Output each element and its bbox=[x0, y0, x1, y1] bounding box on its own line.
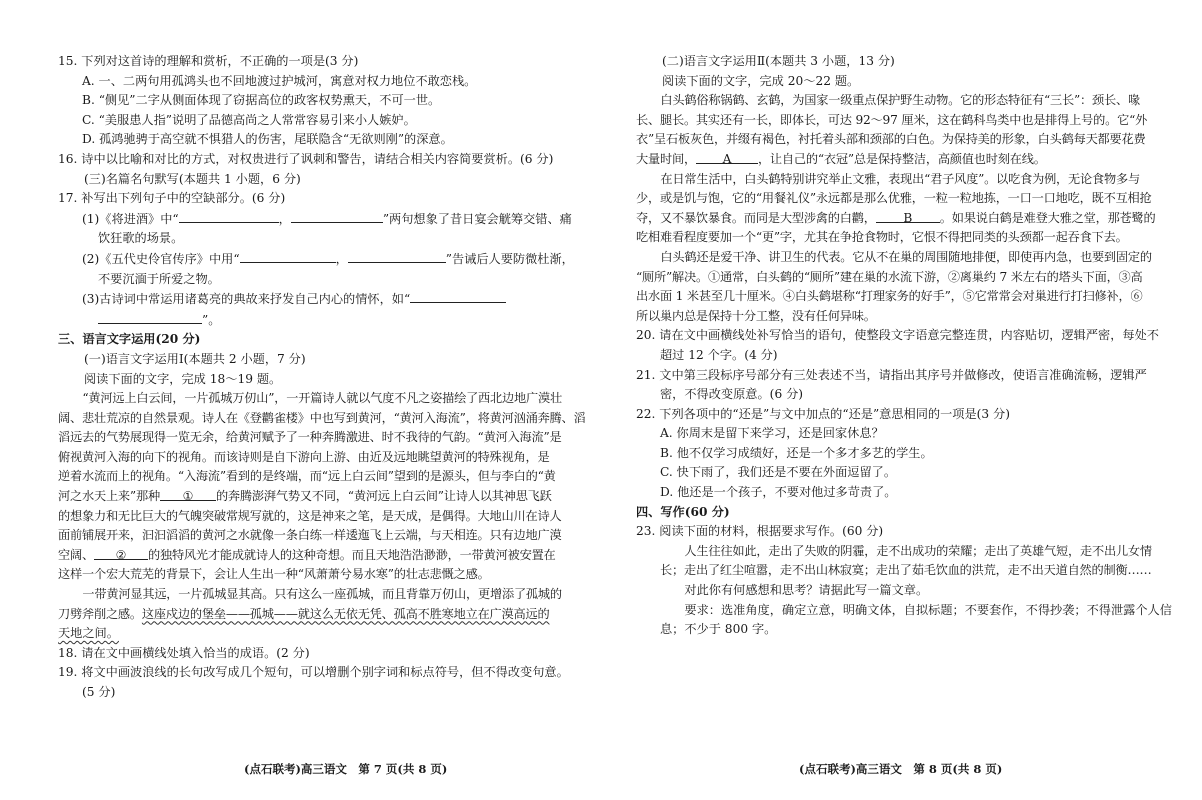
question-17-item-1-cont: 饮狂歌的场景。 bbox=[98, 231, 184, 246]
question-19-score: (5 分) bbox=[82, 685, 116, 699]
writing-requirements: 要求：选准角度，确定立意，明确文体，自拟标题；不要套作，不得抄袭；不得泄露个人信 bbox=[684, 602, 1172, 617]
passage-line-wavy: 刀劈斧削之感。这座戍边的堡垒——孤城——就这么无依无凭、孤高不胜寒地立在广漠高远的 bbox=[58, 606, 550, 621]
passage-line: “黄河远上白云间，一片孤城万仞山”，一开篇诗人就以气度不凡之姿描绘了西北边地广漠壮 bbox=[82, 391, 562, 406]
answer-blank bbox=[410, 289, 506, 303]
answer-blank bbox=[240, 249, 336, 263]
writing-requirements-cont: 息；不少于 800 字。 bbox=[660, 622, 777, 637]
question-16: 16. 诗中以比喻和对比的方式，对权贵进行了讽刺和警告，请结合相关内容简要赏析。(6 分) bbox=[58, 151, 554, 166]
passage-line: 吃相难看程度要加一个“更”字，尤其在争抢食物时，它恨不得把同类的头颈都一起吞食下去。 bbox=[636, 230, 1128, 245]
question-17-item-3-cont: ”。 bbox=[58, 310, 578, 331]
reading-instruction: 阅读下面的文字，完成 18～19 题。 bbox=[84, 371, 282, 386]
passage-line: 所以巢内总是保持十分工整，没有任何异味。 bbox=[636, 308, 876, 323]
left-page bbox=[58, 52, 586, 703]
passage-line-blank-b: 夺，又不暴饮暴食。而同是大型涉禽的白鹳， B 。如果说白鹤是难登大雅之堂，那苍鹭的 bbox=[636, 210, 1156, 225]
question-17-stem: 17. 补写出下列句子中的空缺部分。(6 分) bbox=[58, 191, 286, 206]
question-22-stem: 22. 下列各项中的“还是”与文中加点的“还是”意思相同的一项是(3 分) bbox=[636, 406, 1011, 421]
material-line: 人生往往如此，走出了失败的阴霾，走不出成功的荣耀；走出了英雄气短，走不出儿女情 bbox=[684, 543, 1152, 558]
passage-line: 白头鹤还是爱干净、讲卫生的代表。它从不在巢的周围随地排便，即使再内急，也要到固定的 bbox=[660, 249, 1152, 264]
passage-line-blank-2: 空阔、 ② 的独特风光才能成就诗人的这种奇想。而且天地浩浩渺渺，一带黄河被安置在 bbox=[58, 547, 556, 562]
question-20-cont: 超过 12 个字。(4 分) bbox=[660, 347, 778, 362]
question-19: 19. 将文中画波浪线的长句改写成几个短句，可以增删个别字词和标点符号，但不得改变句意。 bbox=[58, 665, 569, 680]
passage-line: 面前铺展开来，汩汩滔滔的黄河之水就像一条白练一样逶迤飞上云端，与天相连。只有边地广漠 bbox=[58, 528, 562, 543]
passage-line: 这样一个宏大荒芜的背景下，会让人生出一种“风萧萧兮易水寒”的壮志悲慨之感。 bbox=[58, 567, 490, 582]
passage-line-blank-a: 大量时间， A ，让自己的“衣冠”总是保持整洁，高颜值也时刻在线。 bbox=[636, 151, 1046, 166]
answer-blank bbox=[348, 249, 446, 263]
section-heading-3: (三)名篇名句默写(本题共 1 小题，6 分) bbox=[84, 171, 301, 186]
passage-line: 俯视黄河入海的向下的视角。而该诗则是自下游向上游、由近及远地眺望黄河的特殊视角，是 bbox=[58, 449, 550, 464]
option-22c: C. 快下雨了，我们还是不要在外面逗留了。 bbox=[660, 465, 897, 480]
question-20: 20. 请在文中画横线处补写恰当的语句，使整段文字语意完整连贯，内容贴切，逻辑严密，每处不 bbox=[636, 328, 1159, 343]
passage-line: 的想象力和无比巨大的气魄突破常规写就的，这是神来之笔，是天成，是偶得。大地山川在诗人 bbox=[58, 508, 562, 523]
option-15a: A. 一、二两句用孤鸿头也不回地渡过护城河，寓意对权力地位不敢恋栈。 bbox=[82, 73, 477, 88]
passage-line: 衣”呈石板灰色，并缀有褐色，衬托着头部和颈部的白色。为保持美的形象，白头鹤每天都要花费 bbox=[636, 132, 1146, 147]
option-15d: D. 孤鸿驰骋于高空就不惧猎人的伤害，尾联隐含“无欲则刚”的深意。 bbox=[82, 132, 453, 147]
writing-prompt: 对此你有何感想和思考？请据此写一篇文章。 bbox=[684, 583, 929, 598]
question-21: 21. 文中第三段标序号部分有三处表述不当，请指出其序号并做修改，使语言准确流畅，逻辑严 bbox=[636, 367, 1147, 382]
material-line: 长；走出了红尘喧嚣，走不出山林寂寞；走出了茹毛饮血的洪荒，走不出天道自然的制衡…… bbox=[660, 563, 1152, 578]
question-17-item-2-cont: 不要沉湎于所爱之物。 bbox=[98, 271, 220, 286]
question-23: 23. 阅读下面的材料，根据要求写作。(60 分) bbox=[636, 524, 884, 539]
option-15b: B. “侧见”二字从侧面体现了窃据高位的政客权势熏天，不可一世。 bbox=[82, 93, 441, 108]
option-15c: C. “美服患人指”说明了品德高尚之人常常容易引来小人嫉妒。 bbox=[82, 112, 416, 127]
fill-blank-1: ① bbox=[160, 487, 216, 501]
answer-blank bbox=[291, 209, 383, 223]
wavy-underlined-sentence-end: 天地之间。 bbox=[58, 626, 119, 641]
part-heading-3: 三、语言文字运用(20 分) bbox=[58, 332, 201, 347]
question-18: 18. 请在文中画横线处填入恰当的成语。(2 分) bbox=[58, 645, 310, 660]
passage-line-wavy-end bbox=[58, 624, 578, 644]
option-22b: B. 他不仅学习成绩好，还是一个多才多艺的学生。 bbox=[660, 445, 933, 460]
question-21-cont: 密，不得改变原意。(6 分) bbox=[660, 387, 804, 402]
question-17-item-1: (1)《将进酒》中“ ， ”两句想象了昔日宴会觥筹交错、痛 bbox=[58, 209, 578, 230]
option-22a: A. 你周末是留下来学习，还是回家休息？ bbox=[660, 426, 884, 441]
passage-line: 滔远去的气势展现得一览无余，给黄河赋予了一种奔腾激进、时不我待的气韵。“黄河入海流”是 bbox=[58, 430, 562, 445]
part-heading-4: 四、写作(60 分) bbox=[636, 504, 730, 519]
wavy-underlined-sentence: 这座戍边的堡垒——孤城——就这么无依无凭、孤高不胜寒地立在广漠高远的 bbox=[141, 606, 550, 621]
question-17-item-3: (3)古诗词中常运用诸葛亮的典故来抒发自己内心的情怀，如“ bbox=[58, 289, 578, 310]
question-15-stem: 15. 下列对这首诗的理解和赏析，不正确的一项是(3 分) bbox=[58, 54, 359, 68]
page-footer-left: (点石联考)高三语文 第 7 页(共 8 页) bbox=[244, 762, 448, 776]
subsection-heading-2: (二)语言文字运用Ⅱ(本题共 3 小题，13 分) bbox=[662, 54, 895, 68]
subsection-heading-1: (一)语言文字运用Ⅰ(本题共 2 小题，7 分) bbox=[84, 351, 306, 366]
passage-line: 少，或是饥与饱，它的“用餐礼仪”永远都是那么优雅，一粒一粒地拣，一口一口地吃，既不互相抢 bbox=[636, 191, 1152, 206]
answer-blank bbox=[179, 209, 279, 223]
passage-line: 在日常生活中，白头鹤特别讲究举止文雅，表现出“君子风度”。以吃食为例，无论食物多与 bbox=[660, 171, 1140, 186]
reading-instruction: 阅读下面的文字，完成 20～22 题。 bbox=[662, 73, 860, 88]
right-page bbox=[636, 52, 1172, 640]
passage-line-blank-1: 河之水天上来”那种 ① 的奔腾澎湃气势又不同，“黄河远上白云间”让诗人以其神思飞跃 bbox=[58, 489, 552, 504]
page-footer-right: (点石联考)高三语文 第 8 页(共 8 页) bbox=[799, 762, 1003, 776]
passage-line: “厕所”解决。①通常，白头鹤的“厕所”建在巢的水流下游，②离巢约 7 米左右的塔头下面，③高 bbox=[636, 269, 1143, 284]
fill-blank-2: ② bbox=[94, 546, 148, 560]
passage-line: 逆着水流而上的视角。“入海流”看到的是终端，而“远上白云间”望到的是源头，但与李白的“黄 bbox=[58, 469, 556, 484]
passage-line: 长、腿长。其实还有一长，即体长，可达 92～97 厘米，这在鹤科鸟类中也是排得上号的。它“外 bbox=[636, 112, 1148, 127]
answer-blank bbox=[98, 310, 202, 324]
passage-line: 阔、悲壮荒凉的自然景观。诗人在《登鹳雀楼》中也写到黄河，“黄河入海流”，将黄河汹涌奔腾、滔 bbox=[58, 410, 586, 425]
passage-line: 一带黄河显其远，一片孤城显其高。只有这么一座孤城，而且背靠万仞山，更增添了孤城的 bbox=[82, 587, 562, 602]
question-17-item-2: (2)《五代史伶官传序》中用“ ， ”告诫后人要防微杜渐， bbox=[58, 249, 578, 270]
fill-blank-b: B bbox=[876, 209, 940, 223]
passage-line: 白头鹤俗称锅鹤、玄鹤，为国家一级重点保护野生动物。它的形态特征有“三长”：颈长、喙 bbox=[660, 93, 1140, 108]
option-22d: D. 他还是一个孩子，不要对他过多苛责了。 bbox=[660, 485, 897, 500]
fill-blank-a: A bbox=[696, 150, 758, 164]
passage-line: 出水面 1 米甚至几十厘米。④白头鹤堪称“打理家务的好手”，⑤它常常会对巢进行打扫修补，⑥ bbox=[636, 289, 1143, 304]
